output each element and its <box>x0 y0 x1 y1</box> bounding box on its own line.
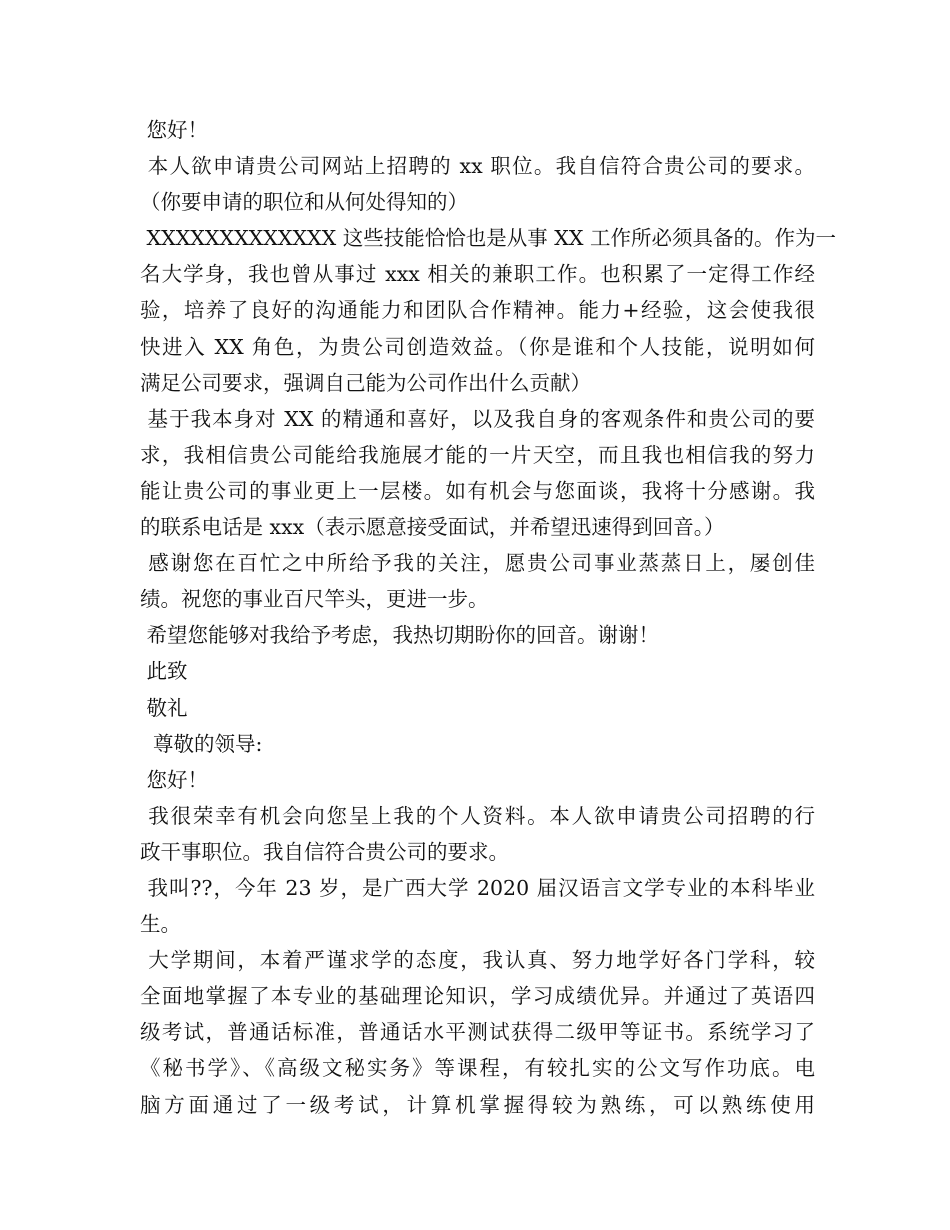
text-line: 基于我本身对 XX 的精通和喜好，以及我自身的客观条件和贵公司的要 <box>140 406 815 431</box>
text-line: 我很荣幸有机会向您呈上我的个人资料。本人欲申请贵公司招聘的行 <box>140 803 815 828</box>
closing-line: 敬礼 <box>140 695 188 720</box>
salutation-line: 尊敬的领导: <box>140 731 263 756</box>
text-line: 希望您能够对我给予考虑，我热切期盼你的回音。谢谢！ <box>140 623 660 648</box>
text-line: 脑方面通过了一级考试，计算机掌握得较为熟练，可以熟练使用 <box>140 1092 815 1117</box>
text-line: 我叫??，今年 23 岁，是广西大学 2020 届汉语言文学专业的本科毕业 <box>140 875 815 900</box>
text-line: 绩。祝您的事业百尺竿头，更进一步。 <box>140 587 489 612</box>
text-line: 本人欲申请贵公司网站上招聘的 xx 职位。我自信符合贵公司的要求。 <box>140 154 815 179</box>
text-line: 名大学身，我也曾从事过 xxx 相关的兼职工作。也积累了一定得工作经 <box>140 262 815 287</box>
text-line: 验，培养了良好的沟通能力和团队合作精神。能力+经验，这会使我很 <box>140 298 815 323</box>
text-line: 政干事职位。我自信符合贵公司的要求。 <box>140 839 509 864</box>
closing-line: 此致 <box>140 659 188 684</box>
text-line: 感谢您在百忙之中所给予我的关注，愿贵公司事业蒸蒸日上，屡创佳 <box>140 551 815 576</box>
text-line: XXXXXXXXXXXXX 这些技能恰恰也是从事 XX 工作所必须具备的。作为一 <box>140 226 836 251</box>
text-line: 求，我相信贵公司能给我施展才能的一片天空，而且我也相信我的努力 <box>140 442 815 467</box>
text-line: 您好！ <box>140 118 209 142</box>
text-line: 快进入 XX 角色，为贵公司创造效益。（你是谁和个人技能，说明如何 <box>140 334 815 359</box>
text-line: 能让贵公司的事业更上一层楼。如有机会与您面谈，我将十分感谢。我 <box>140 478 815 503</box>
text-line: 的联系电话是 xxx（表示愿意接受面试，并希望迅速得到回音。） <box>140 515 725 540</box>
text-line: 满足公司要求，强调自己能为公司作出什么贡献） <box>140 370 591 395</box>
text-line: 《秘书学》、《高级文秘实务》等课程，有较扎实的公文写作功底。电 <box>140 1056 815 1081</box>
text-line: 生。 <box>140 912 181 937</box>
letter-body <box>140 112 836 1123</box>
text-line: （你要申请的职位和从何处得知的） <box>140 190 468 215</box>
text-line: 大学期间，本着严谨求学的态度，我认真、努力地学好各门学科，较 <box>140 948 815 973</box>
text-line: 级考试，普通话标准，普通话水平测试获得二级甲等证书。系统学习了 <box>140 1020 815 1045</box>
text-line: 全面地掌握了本专业的基础理论知识，学习成绩优异。并通过了英语四 <box>140 984 815 1009</box>
text-line: 您好！ <box>140 767 209 792</box>
